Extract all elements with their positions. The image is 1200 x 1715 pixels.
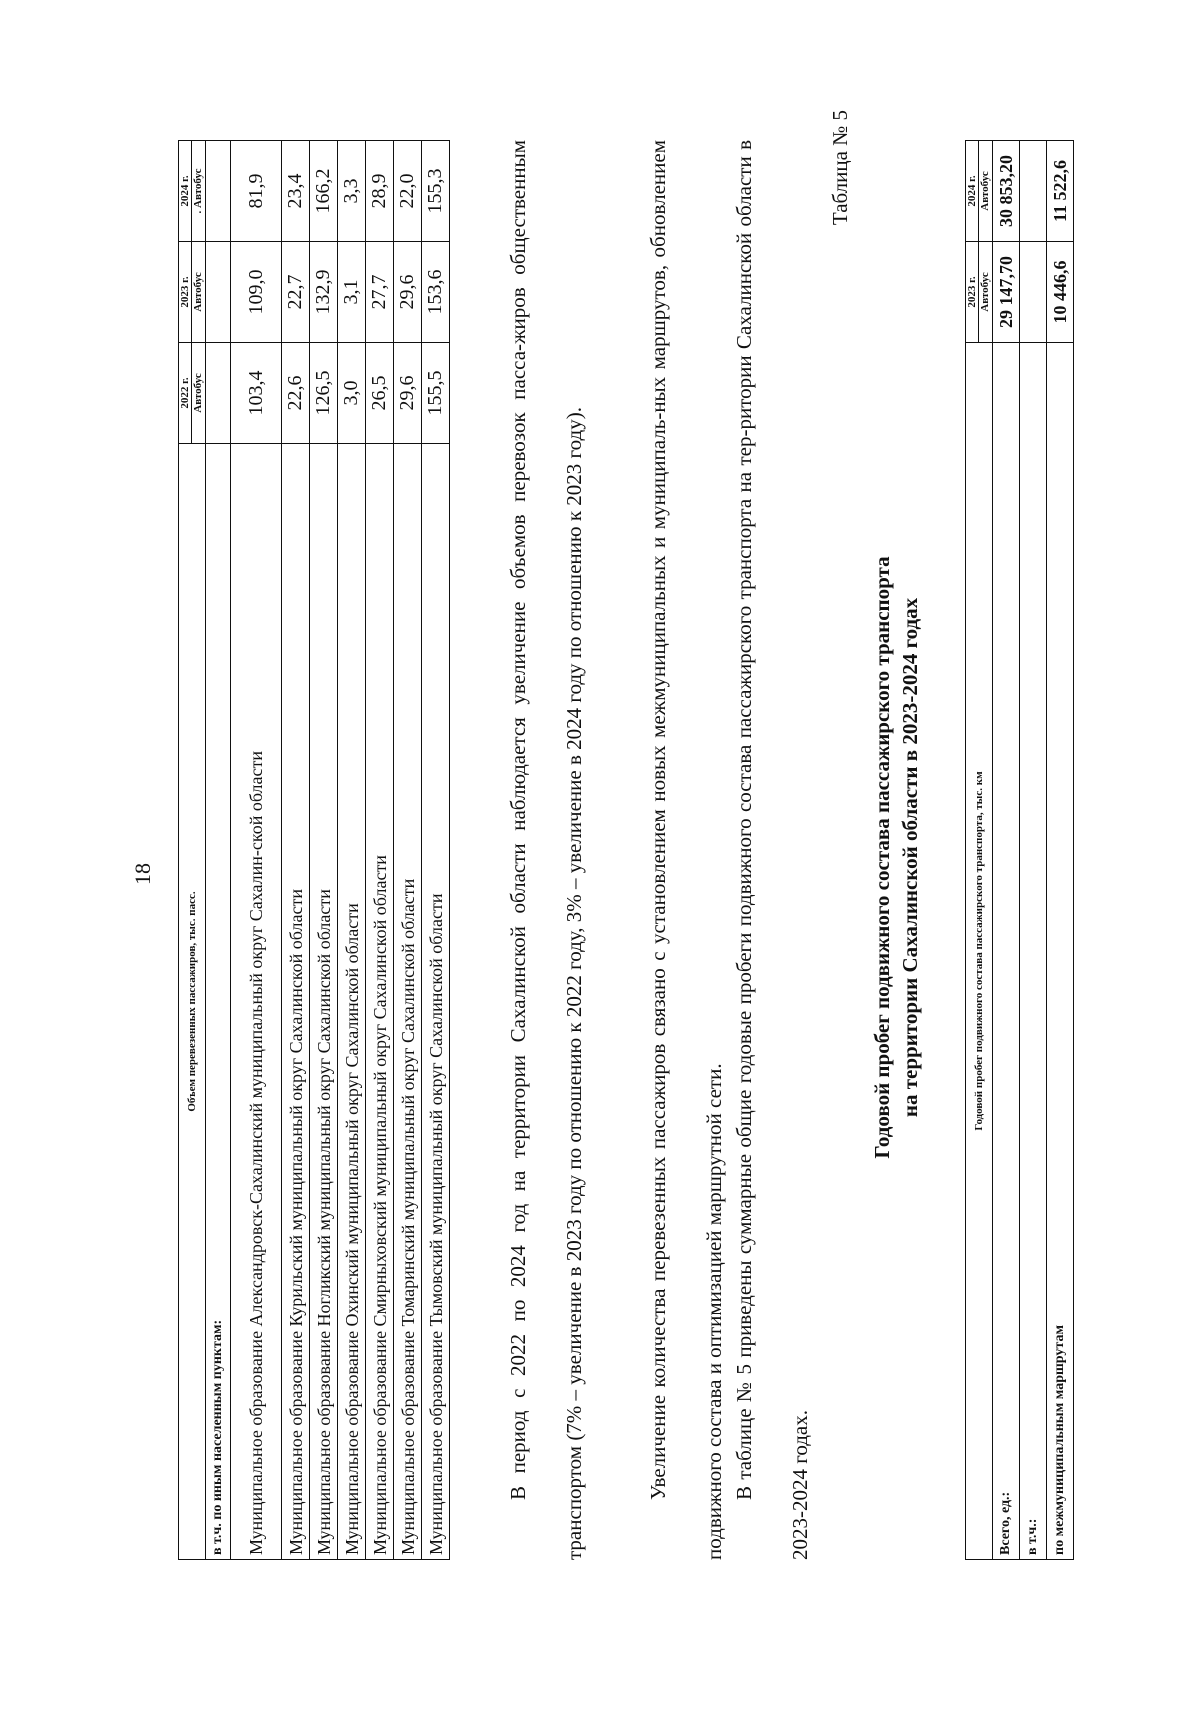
table-cell-value: 29,6 <box>394 343 422 444</box>
table-header-year: 2024 г. <box>966 141 979 242</box>
table-cell-value: 3,1 <box>338 242 366 343</box>
table-cell-value <box>1020 242 1047 343</box>
table-cell-name: в т.ч.: <box>1020 343 1047 1560</box>
table-cell-name: Муниципальное образование Томаринский муниципальный округ Сахалинской области <box>394 444 422 1560</box>
table-row <box>338 141 366 1560</box>
table-subheader: в т.ч. по иным населенным пунктам: <box>206 444 231 1560</box>
table-row <box>282 141 310 1560</box>
table-header-vehicle: Автобус <box>979 141 993 242</box>
table-label: Таблица № 5 <box>828 110 852 226</box>
table-cell-name: Муниципальное образование Ногликский муниципальный округ Сахалинской области <box>310 444 338 1560</box>
table-row <box>1047 141 1074 1560</box>
table-cell-value: 11 522,6 <box>1047 141 1074 242</box>
table-header-vehicle: Автобус <box>979 242 993 343</box>
table-cell-value: 3,0 <box>338 343 366 444</box>
table-cell-name: Всего, ед.: <box>993 343 1020 1560</box>
table-cell-value: 109,0 <box>231 242 282 343</box>
table-cell-value: 29,6 <box>394 242 422 343</box>
table-header-year: 2023 г. <box>966 242 979 343</box>
table-cell-value: 132,9 <box>310 242 338 343</box>
table-cell-value: 22,7 <box>282 242 310 343</box>
table-cell-name: Муниципальное образование Александровск-Сахалинский муниципальный округ Сахалин-ской области <box>231 444 282 1560</box>
table-title: Годовой пробег подвижного состава пассажирского транспорта <box>870 556 894 1159</box>
table-header-year: 2023 г. <box>179 242 192 343</box>
table-row <box>310 141 338 1560</box>
table-cell-value: 28,9 <box>366 141 394 242</box>
table-row <box>231 141 282 1560</box>
table-cell-value: 27,7 <box>366 242 394 343</box>
table-header-year: 2022 г. <box>179 343 192 444</box>
table-header-object: Годовой пробег подвижного состава пассажирского транспорта, тыс. км <box>966 343 993 1560</box>
annual-mileage-table <box>965 140 1074 1560</box>
table-cell-value: 153,6 <box>422 242 450 343</box>
table-cell-value: 26,5 <box>366 343 394 444</box>
table-cell-value: 10 446,6 <box>1047 242 1074 343</box>
table-cell-value: 22,6 <box>282 343 310 444</box>
page-number: 18 <box>130 863 155 885</box>
table-title: на территории Сахалинской области в 2023-2024 годах <box>898 597 922 1118</box>
table-cell-value: 23,4 <box>282 141 310 242</box>
table-row <box>422 141 450 1560</box>
table-row <box>394 141 422 1560</box>
table-row <box>366 141 394 1560</box>
table-cell-value: 166,2 <box>310 141 338 242</box>
table-cell-value: 3,3 <box>338 141 366 242</box>
table-cell-value: 30 853,20 <box>993 141 1020 242</box>
table-cell-value: 103,4 <box>231 343 282 444</box>
table-cell-value: 126,5 <box>310 343 338 444</box>
table-header-vehicle: Автобус <box>192 242 206 343</box>
paragraph-passenger-growth: В период с 2022 по 2024 год на территории Сахалинской области наблюдается увеличение объемов перевозок пасса-жиров общественным транспортом (7% – увеличение в 2023 году по отношению к 2022 году, 3% – увеличение в 2024 году по отношению к 2023 году). <box>506 140 586 1560</box>
table-header-object: Объем перевезенных пассажиров, тыс. пасс. <box>179 444 206 1560</box>
table-row <box>993 141 1020 1560</box>
table-cell-name: Муниципальное образование Курильский муниципальный округ Сахалинской области <box>282 444 310 1560</box>
table-row <box>1020 141 1047 1560</box>
passenger-volume-table <box>178 140 450 1560</box>
table-cell-name: по межмуниципальным маршрутам <box>1047 343 1074 1560</box>
table-cell-value: 155,5 <box>422 343 450 444</box>
table-cell-value: 22,0 <box>394 141 422 242</box>
table-cell-value: 155,3 <box>422 141 450 242</box>
table-header-year: 2024 г. <box>179 141 192 242</box>
table-header-vehicle: Автобус <box>192 343 206 444</box>
table-cell-value: 29 147,70 <box>993 242 1020 343</box>
table-cell-name: Муниципальное образование Охинский муниципальный округ Сахалинской области <box>338 444 366 1560</box>
table-cell-value <box>1020 141 1047 242</box>
paragraph-table5-intro: В таблице № 5 приведены суммарные общие годовые пробеги подвижного состава пассажирского транспорта на тер-ритории Сахалинской области в 2023-2024 годах. <box>732 140 812 1560</box>
paragraph-growth-reasons: Увеличение количества перевезенных пассажиров связано с установлением новых межмуниципальных и муниципаль-ных маршрутов, обновлением подвижного состава и оптимизацией маршрутной сети. <box>646 140 726 1560</box>
table-cell-name: Муниципальное образование Смирныховский муниципальный округ Сахалинской области <box>366 444 394 1560</box>
table-cell-value: 81,9 <box>231 141 282 242</box>
table-cell-name: Муниципальное образование Тымовский муниципальный округ Сахалинской области <box>422 444 450 1560</box>
table-header-vehicle: . Автобус <box>192 141 206 242</box>
